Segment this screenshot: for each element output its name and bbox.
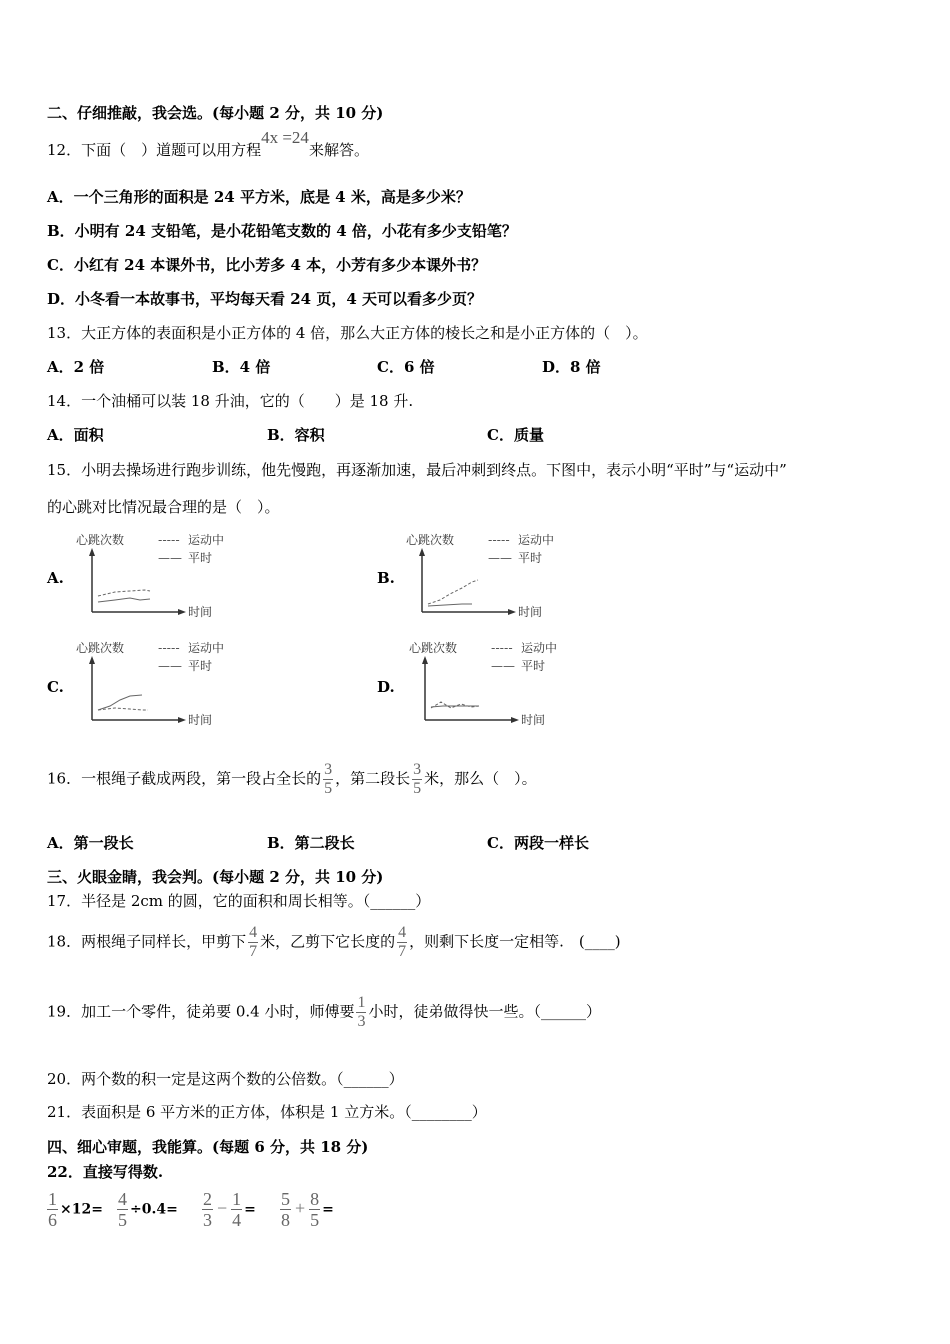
q15-graph-a[interactable] (70, 530, 245, 620)
q16-text-c: 米，那么（ ）。 (424, 769, 537, 788)
q15-option-d-label[interactable]: D. (377, 678, 395, 696)
q14-option-c[interactable]: C．质量 (487, 426, 544, 444)
q13-option-b[interactable]: B．4 倍 (212, 358, 271, 376)
q13-option-a[interactable]: A．2 倍 (47, 358, 105, 376)
section-3-title: 三、火眼金睛，我会判。(每小题 2 分，共 10 分) (47, 868, 384, 886)
legend-solid-symbol: —— (491, 659, 515, 673)
legend-solid-symbol: —— (488, 551, 512, 565)
q16-option-a[interactable]: A．第一段长 (47, 834, 134, 852)
q15-option-b-label[interactable]: B. (377, 569, 395, 587)
q16-text-b: ，第二段长 (335, 769, 411, 788)
q15-graph-d[interactable] (403, 638, 578, 728)
q12-equation: 4x =24 (261, 128, 309, 147)
question-15-stem-line2: 的心跳对比情况最合理的是（ ）。 (47, 498, 280, 516)
legend-dash-symbol: ----- (158, 641, 180, 655)
question-16-stem (47, 762, 537, 797)
calc-item-3: $\frac{2}{3}$ − $\frac{1}{4}$ = (203, 1189, 256, 1230)
y-axis-arrow (89, 656, 95, 664)
moving-curve (98, 708, 148, 710)
normal-curve (98, 695, 142, 710)
y-axis-arrow (89, 548, 95, 556)
calc-item-2: $\frac{4}{5}$ ÷0.4= (118, 1189, 178, 1230)
y-axis-arrow (419, 548, 425, 556)
x-axis-arrow (178, 609, 186, 615)
legend-solid-symbol: —— (158, 551, 182, 565)
graph-y-label: 心跳次数 (76, 533, 125, 547)
question-15-stem-line1: 15．小明去操场进行跑步训练，他先慢跑，再逐渐加速，最后冲刺到终点。下图中，表示小明“平时”与“运动中” (47, 461, 787, 479)
q14-option-b[interactable]: B．容积 (267, 426, 325, 444)
q13-option-d[interactable]: D．8 倍 (542, 358, 601, 376)
question-22: 22．直接写得数. (47, 1163, 164, 1181)
question-14-stem: 14．一个油桶可以装 18 升油，它的（ ）是 18 升. (47, 392, 414, 410)
normal-curve (428, 604, 472, 606)
q12-text-b: 来解答。 (308, 141, 369, 159)
legend-normal-label: 平时 (188, 551, 213, 565)
question-13-stem: 13．大正方体的表面积是小正方体的 4 倍，那么大正方体的棱长之和是小正方体的（ ）。 (47, 324, 648, 342)
question-20: 20．两个数的积一定是这两个数的公倍数。（______） (47, 1070, 404, 1088)
question-19 (47, 995, 601, 1030)
normal-curve (98, 598, 150, 602)
q15-option-c-label[interactable]: C. (47, 678, 64, 696)
q16-text-a: 16．一根绳子截成两段，第一段占全长的 (47, 769, 322, 788)
moving-curve (98, 590, 150, 596)
question-18 (47, 925, 621, 960)
q19-text-b: 小时，徒弟做得快一些。（______） (368, 1002, 601, 1021)
y-axis-arrow (422, 656, 428, 664)
x-axis-arrow (508, 609, 516, 615)
section-4-title: 四、细心审题，我能算。(每题 6 分，共 18 分) (47, 1138, 369, 1156)
question-12-stem (47, 128, 369, 160)
graph-x-label: 时间 (188, 605, 213, 619)
legend-normal-label: 平时 (188, 659, 213, 673)
q19-fraction: $\frac{1}{3}$ (357, 994, 366, 1030)
question-17: 17．半径是 2cm 的圆，它的面积和周长相等。（______） (47, 892, 431, 910)
q16-option-b[interactable]: B．第二段长 (267, 834, 355, 852)
q15-graph-b[interactable] (400, 530, 575, 620)
q12-text-a: 12．下面（ ）道题可以用方程 (47, 141, 262, 159)
q18-fraction-2: $\frac{4}{7}$ (398, 924, 407, 960)
q14-option-a[interactable]: A．面积 (47, 426, 104, 444)
calc-item-1: $\frac{1}{6}$ ×12= (48, 1189, 103, 1230)
q15-graph-c[interactable] (70, 638, 245, 728)
q19-text-a: 19．加工一个零件，徒弟要 0.4 小时，师傅要 (47, 1002, 355, 1021)
q18-text-c: ，则剩下长度一定相等. (____) (409, 932, 621, 951)
legend-normal-label: 平时 (521, 659, 546, 673)
legend-moving-label: 运动中 (188, 641, 225, 655)
graph-y-label: 心跳次数 (409, 641, 458, 655)
q12-option-b[interactable]: B．小明有 24 支铅笔，是小花铅笔支数的 4 倍，小花有多少支铅笔？ (47, 222, 517, 240)
q16-fraction-1: $\frac{3}{5}$ (324, 761, 333, 797)
x-axis-arrow (178, 717, 186, 723)
section-2-title: 二、仔细推敲，我会选。(每小题 2 分，共 10 分) (47, 104, 384, 122)
calc-item-4: $\frac{5}{8}$ + $\frac{8}{5}$ = (281, 1189, 334, 1230)
graph-x-label: 时间 (518, 605, 543, 619)
graph-y-label: 心跳次数 (76, 641, 125, 655)
q18-fraction-1: $\frac{4}{7}$ (249, 924, 258, 960)
graph-y-label: 心跳次数 (406, 533, 455, 547)
question-21: 21．表面积是 6 平方米的正方体，体积是 1 立方米。（________） (47, 1103, 487, 1121)
legend-dash-symbol: ----- (488, 533, 510, 547)
q16-option-c[interactable]: C．两段一样长 (487, 834, 589, 852)
q12-option-c[interactable]: C．小红有 24 本课外书，比小芳多 4 本，小芳有多少本课外书？ (47, 256, 487, 274)
legend-moving-label: 运动中 (518, 533, 555, 547)
moving-curve (428, 580, 478, 604)
legend-dash-symbol: ----- (158, 533, 180, 547)
q16-fraction-2: $\frac{3}{5}$ (413, 761, 422, 797)
q18-text-b: 米，乙剪下它长度的 (260, 932, 396, 951)
graph-x-label: 时间 (188, 713, 213, 727)
q15-option-a-label[interactable]: A. (47, 569, 64, 587)
q13-option-c[interactable]: C．6 倍 (377, 358, 435, 376)
legend-moving-label: 运动中 (521, 641, 558, 655)
q18-text-a: 18．两根绳子同样长，甲剪下 (47, 932, 247, 951)
legend-dash-symbol: ----- (491, 641, 513, 655)
moving-curve (431, 702, 479, 708)
x-axis-arrow (511, 717, 519, 723)
legend-solid-symbol: —— (158, 659, 182, 673)
q12-option-d[interactable]: D．小冬看一本故事书，平均每天看 24 页，4 天可以看多少页？ (47, 290, 482, 308)
graph-x-label: 时间 (521, 713, 546, 727)
legend-moving-label: 运动中 (188, 533, 225, 547)
q12-option-a[interactable]: A．一个三角形的面积是 24 平方米，底是 4 米，高是多少米？ (47, 188, 471, 206)
legend-normal-label: 平时 (518, 551, 543, 565)
